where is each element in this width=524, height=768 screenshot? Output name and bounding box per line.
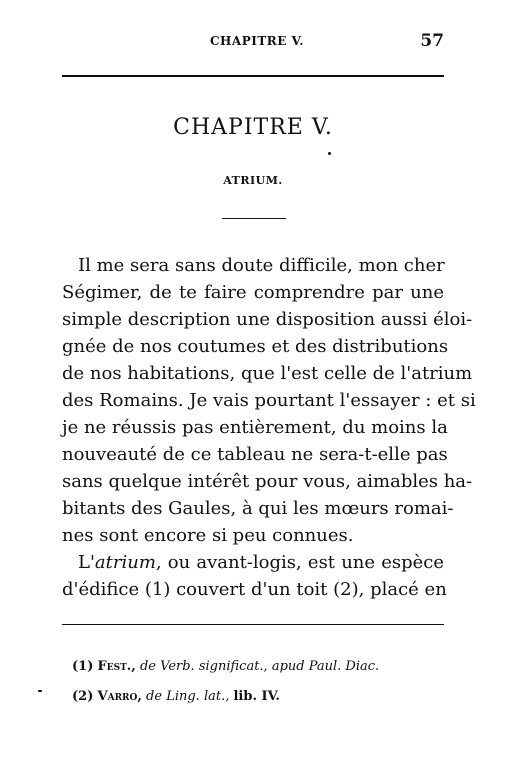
chapter-title: CHAPITRE V. — [173, 115, 333, 140]
paragraph-2-rest: , ou avant-logis, est une espèce — [155, 552, 444, 573]
running-head — [62, 31, 444, 54]
paragraph-2-line-1 — [62, 549, 444, 576]
header-rule — [62, 75, 444, 77]
body-line: Il me sera sans doute difficile, mon cher — [78, 255, 445, 276]
paragraph-2-prefix: L' — [78, 552, 95, 573]
footnote-extra: lib. IV. — [233, 689, 280, 704]
footnote-rule — [62, 624, 444, 625]
ink-speck — [328, 152, 331, 155]
footnote-2 — [72, 682, 444, 712]
body-line: Ségimer, de te faire comprendre par une — [62, 282, 444, 303]
paragraph-2-line-2: d'édifice (1) couvert d'un toit (2), placé en — [62, 579, 447, 600]
body-line: nes sont encore si peu connues. — [62, 525, 354, 546]
footnote-author: Fest., — [97, 659, 136, 674]
body-line: de nos habitations, que l'est celle de l'atrium — [62, 363, 473, 384]
footnote-author: Varro, — [97, 689, 142, 704]
footnote-work: de Verb. significat., apud Paul. Diac. — [139, 659, 380, 674]
body-line: bitants des Gaules, à qui les mœurs romai- — [62, 498, 454, 519]
footnote-work: de Ling. lat., — [146, 689, 230, 704]
body-line: des Romains. Je vais pourtant l'essayer : et si — [62, 390, 476, 411]
body-line: gnée de nos coutumes et des distributions — [62, 336, 449, 357]
paragraph-2-term: atrium — [94, 552, 156, 573]
body-line: nouveauté de ce tableau ne sera-t-elle pas — [62, 444, 448, 465]
section-title: ATRIUM. — [223, 174, 283, 187]
body-text — [62, 252, 476, 603]
body-line: sans quelque intérêt pour vous, aimables ha- — [62, 471, 473, 492]
body-line: je ne réussis pas entièrement, du moins la — [62, 417, 448, 438]
footnote-marker: (1) — [72, 659, 94, 674]
ink-speck — [38, 690, 42, 692]
footnote-1 — [72, 652, 444, 682]
footnotes — [72, 652, 444, 712]
body-line: simple description une disposition aussi éloi- — [62, 309, 473, 330]
section-rule — [222, 218, 286, 219]
footnote-marker: (2) — [72, 689, 94, 704]
page-number: 57 — [420, 31, 444, 51]
running-head-title: CHAPITRE V. — [210, 34, 304, 48]
